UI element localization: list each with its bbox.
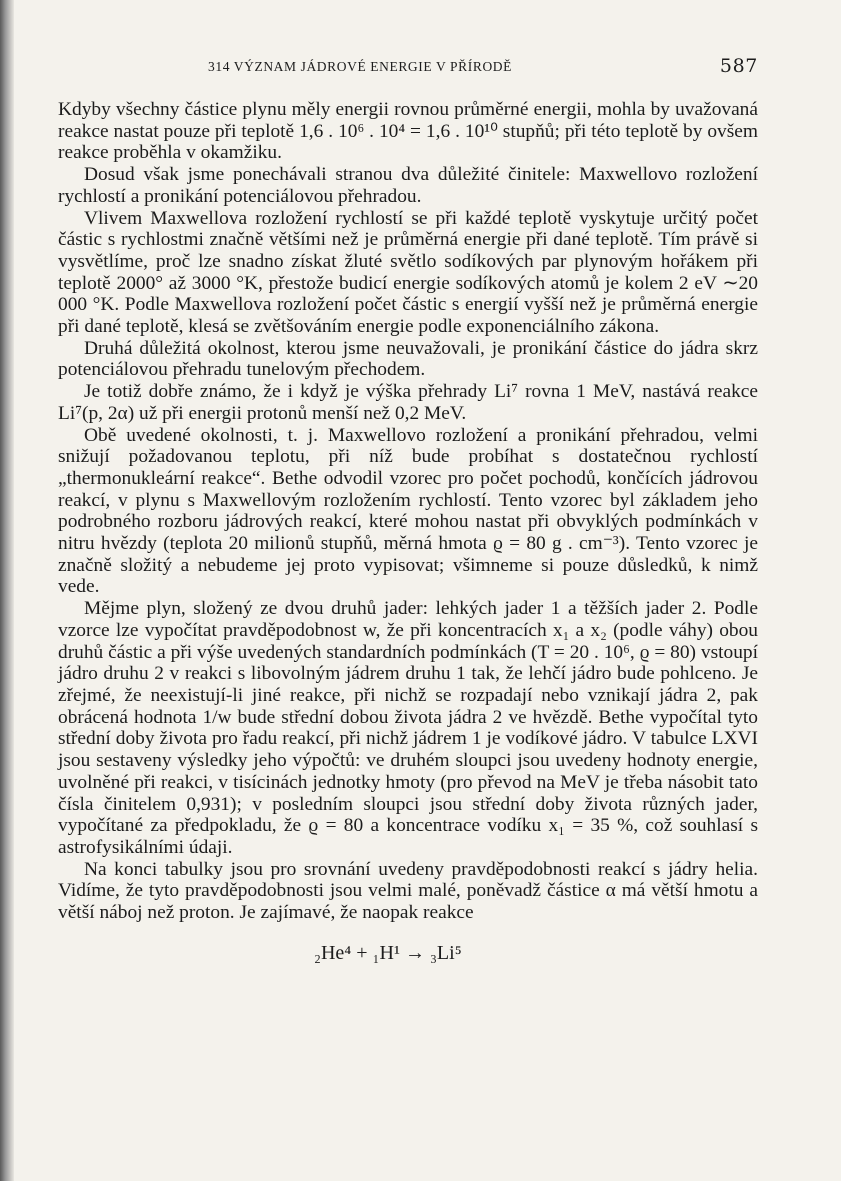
paragraph-8: Na konci tabulky jsou pro srovnání uvedeny pravděpodobnosti reakcí s jádry helia. Vidíme, že tyto pravděpodobnosti jsou velmi malé, poněvadž částice α má větší hmotu a větší náboj než proton. Je zajímavé, že naopak reakce — [58, 858, 758, 924]
reaction-formula: ₂He⁴ + ₁H¹ → ₃Li⁵ — [314, 941, 462, 964]
paragraph-5: Je totiž dobře známo, že i když je výška přehrady Li⁷ rovna 1 MeV, nastává reakce Li⁷(p, 2α) už při energii protonů menší než 0,2 MeV. — [58, 381, 758, 424]
paragraph-3: Vlivem Maxwellova rozložení rychlostí se při každé teplotě vyskytuje určitý počet částic s rychlostmi značně většími než je průměrná energie při dané teplotě. Tím právě si vysvětlíme, proč lze snadno získat žluté světlo sodíkových par plynovým hořákem při teplotě 2000° až 3000 °K, přestože budicí energie sodíkových atomů je kolem 2 eV ∼20 000 °K. Podle Maxwellova rozložení počet částic s energií vyšší než je průměrná energie při dané teplotě, klesá se zvětšováním energie podle exponenciálního zákona. — [58, 207, 758, 338]
body-text — [58, 99, 758, 924]
page-number: 587 — [719, 55, 758, 77]
running-title: 314 VÝZNAM JÁDROVÉ ENERGIE V PŘÍRODĚ — [208, 59, 512, 74]
paragraph-6: Obě uvedené okolnosti, t. j. Maxwellovo rozložení a pronikání přehradou, velmi snižují požadovanou teplotu, při níž bude probíhat s dostatečnou rychlostí „thermonukleární reakce“. Bethe odvodil vzorec pro počet pochodů, končících jádrovou reakcí, v plynu s Maxwellovým rozložením rychlostí. Tento vzorec byl základem jeho podrobného rozboru jádrových reakcí, které mohou nastat při obvyklých podmínkách v nitru hvězdy (teplota 20 milionů stupňů, měrná hmota ϱ = 80 g . cm⁻³). Tento vzorec je značně složitý a nebudeme jej proto vypisovat; všimneme si pouze důsledků, k nimž vede. — [58, 424, 758, 598]
running-head — [58, 55, 758, 85]
paragraph-2: Dosud však jsme ponechávali stranou dva důležité činitele: Maxwellovo rozložení rychlostí a pronikání potenciálovou přehradou. — [58, 164, 758, 207]
book-spine-shadow — [0, 0, 14, 1181]
book-page — [58, 55, 758, 965]
paragraph-1: Kdyby všechny částice plynu měly energii rovnou průměrné energii, mohla by uvažovaná reakce nastat pouze při teplotě 1,6 . 10⁶ . 10⁴ = 1,6 . 10¹⁰ stupňů; při této teplotě by ovšem reakce proběhla v okamžiku. — [58, 99, 758, 164]
paragraph-4: Druhá důležitá okolnost, kterou jsme neuvažovali, je pronikání částice do jádra skrz potenciálovou přehradu tunelovým přechodem. — [58, 337, 758, 381]
paragraph-7: Mějme plyn, složený ze dvou druhů jader: lehkých jader 1 a těžších jader 2. Podle vzorce lze vypočítat pravděpodobnost w, že při koncentracích x₁ a x₂ (podle váhy) obou druhů částic a při výše uvedených standardních podmínkách (T = 20 . 10⁶, ϱ = 80) vstoupí jádro druhu 2 v reakci s libovolným jádrem druhu 1 tak, že lehčí jádro bude pohlceno. Je zřejmé, že neexistují-li jiné reakce, při nichž se rozpadají nebo vznikají jádra 2, pak obrácená hodnota 1/w bude střední dobou života jádra 2 ve hvězdě. Bethe vypočítal tyto střední doby života pro řadu reakcí, při nichž jádrem 1 je vodíkové jádro. V tabulce LXVI jsou sestaveny výsledky jeho výpočtů: ve druhém sloupci jsou uvedeny hodnoty energie, uvolněné při reakci, v tisícinách jednotky hmoty (pro převod na MeV je třeba násobit tato čísla činitelem 0,931); v posledním sloupci jsou střední doby života různých jader, vypočítané za předpokladu, že ϱ = 80 a koncentrace vodíku x₁ = 35 %, což souhlasí s astrofysikálními údaji. — [58, 598, 758, 858]
